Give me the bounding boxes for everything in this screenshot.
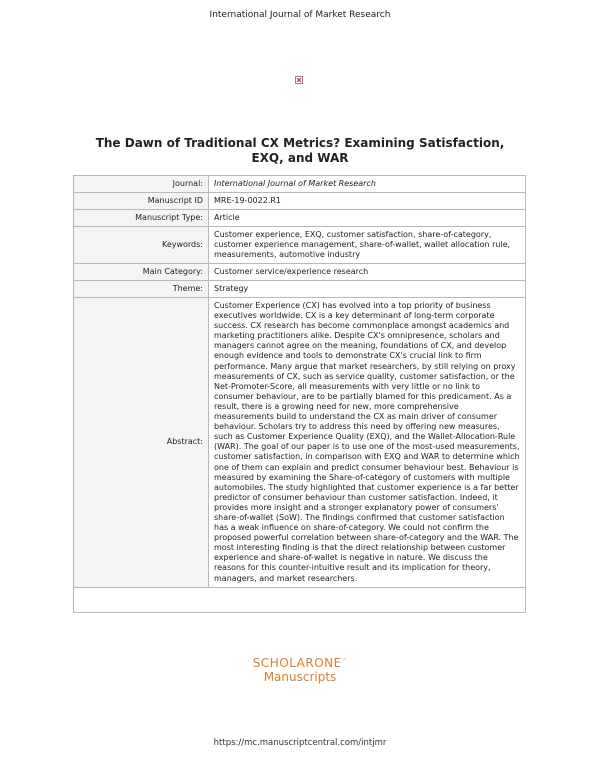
manuscript-type-row xyxy=(74,210,526,227)
main-category-value: Customer service/experience research xyxy=(209,264,526,281)
paper-title xyxy=(0,136,600,166)
main-category-label: Main Category: xyxy=(74,264,209,281)
abstract-text: Customer Experience (CX) has evolved into a top priority of business executives worldwide. CX is a key determinant of long-term corporate success. CX research has become commonplace amongst academics and marketing practitioners alike. Despite CX's omnipresence, scholars and managers cannot agree on the meaning, foundations of CX, and develop enough evidence and tools to demonstrate CX's crucial link to firm performance. Many argue that market researchers, by still relying on proxy measurements of CX, such as service quality, customer satisfaction, or the Net-Promoter-Score, all measurements with very little or no link to consumer behaviour, are to be partially blamed for this predicament. As a result, there is a growing need for new, more comprehensive measurements build to understand the CX as main driver of consumer behaviour. Scholars try to address this need by offering new measures, such as Customer Experience Quality (EXQ), and the Wallet-Allocation-Rule (WAR). The goal of our paper is to use one of the most-used measurements, customer satisfaction, in comparison with EXQ and WAR to determine which one of them can explain and predict consumer behaviour best. Behaviour is measured by examining the Share-of-category of customers with multiple automobiles. The study highlighted that customer experience is a far better predictor of consumer behaviour than customer satisfaction. Indeed, it provides more insight and a stronger explanatory power of consumers' share-of-wallet (SoW). The findings confirmed that customer satisfaction has a weak influence on share-of-category. We could not confirm the proposed powerful correlation between share-of-category and the WAR. The most interesting finding is that the direct relationship between customer experience and share-of-wallet is negative in nature. We discuss the reasons for this counter-intuitive result and its implication for theory, managers, and market researchers. xyxy=(209,298,526,588)
keywords-label: Keywords: xyxy=(74,227,209,264)
manuscript-id-row xyxy=(74,193,526,210)
abstract-label: Abstract: xyxy=(74,298,209,588)
empty-row xyxy=(74,587,526,612)
title-line-1: The Dawn of Traditional CX Metrics? Examining Satisfaction, xyxy=(95,136,505,150)
theme-value: Strategy xyxy=(209,281,526,298)
journal-label: Journal: xyxy=(74,176,209,193)
keywords-value: Customer experience, EXQ, customer satisfaction, share-of-category, customer experience management, share-of-wallet, wallet allocation rule, measurements, automotive industry xyxy=(209,227,526,264)
manuscript-type-label: Manuscript Type: xyxy=(74,210,209,227)
theme-label: Theme: xyxy=(74,281,209,298)
running-header: International Journal of Market Research xyxy=(209,10,391,20)
logo-line-2: Manuscripts xyxy=(263,670,337,684)
manuscript-details-table xyxy=(73,175,526,613)
empty-cell xyxy=(74,587,526,612)
journal-value: International Journal of Market Research xyxy=(209,176,526,193)
logo-line-1: SCHOLARONE xyxy=(252,656,342,670)
manuscript-id-label: Manuscript ID xyxy=(74,193,209,210)
main-category-row xyxy=(74,264,526,281)
keywords-row xyxy=(74,227,526,264)
manuscript-type-value: Article xyxy=(209,210,526,227)
logo-trademark: ™ xyxy=(341,658,348,664)
scholarone-logo xyxy=(0,654,600,684)
broken-image-icon xyxy=(295,76,303,84)
theme-row xyxy=(74,281,526,298)
manuscript-id-value: MRE-19-0022.R1 xyxy=(209,193,526,210)
journal-row xyxy=(74,176,526,193)
title-line-2: EXQ, and WAR xyxy=(251,151,349,165)
footer-url: https://mc.manuscriptcentral.com/intjmr xyxy=(213,738,387,748)
abstract-row xyxy=(74,298,526,588)
